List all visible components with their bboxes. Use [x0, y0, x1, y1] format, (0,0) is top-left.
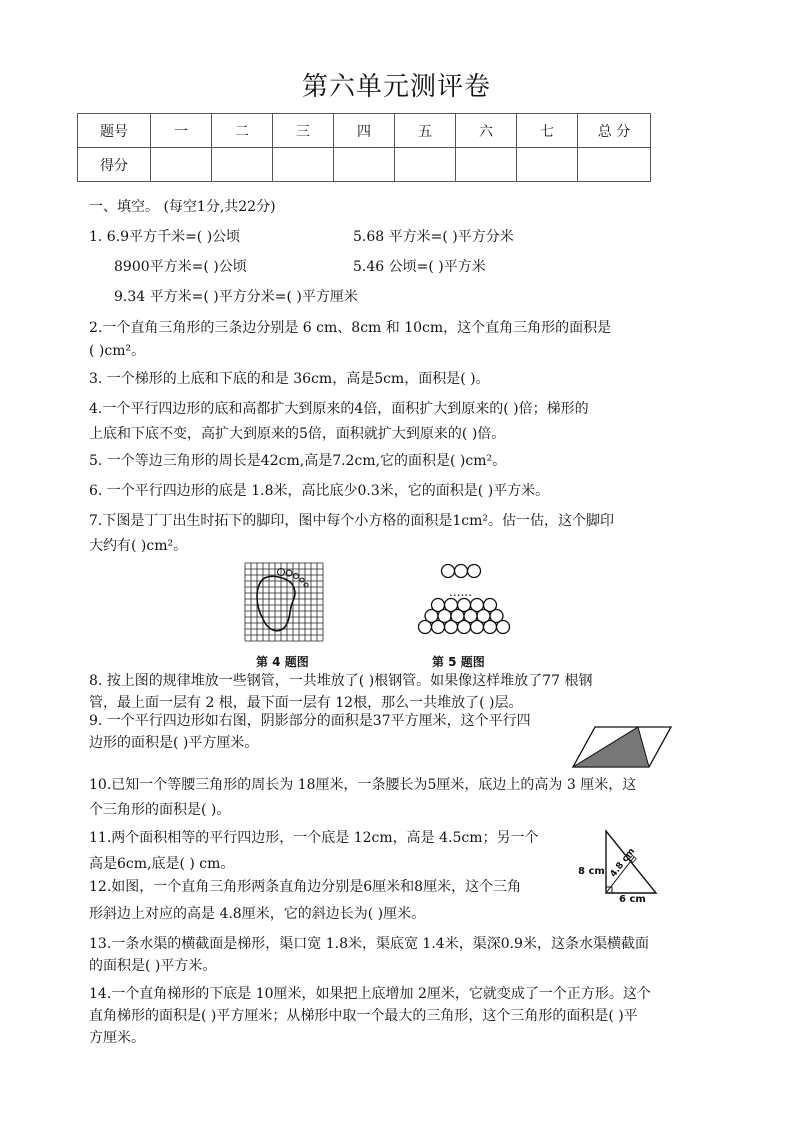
score-table-score-row	[78, 148, 651, 182]
question-12-line2: 形斜边上对应的高是 4.8厘米，它的斜边长为( )厘米。	[89, 906, 426, 922]
pipe	[442, 565, 455, 578]
question-13-line2: 的面积是( )平方米。	[89, 958, 217, 974]
question-8-line2: 管，最上面一层有 2 根，最下面一层有 12根，那么一共堆放了( )层。	[89, 695, 523, 711]
score-header-cell: 题号	[78, 114, 151, 148]
figure-5-caption: 第 5 题图	[432, 655, 485, 669]
question-13-line1: 13.一条水渠的横截面是梯形，渠口宽 1.8米，渠底宽 1.4米，渠深0.9米，这条水渠横截面	[89, 936, 649, 952]
score-header-cell: 七	[517, 114, 578, 148]
question-1c: 8900平方米=( )公顷	[114, 259, 247, 275]
question-11-line1: 11.两个面积相等的平行四边形，一个底是 12cm，高是 4.5cm；另一个	[89, 830, 539, 846]
question-8-line1: 8. 按上图的规律堆放一些钢管，一共堆放了( )根钢管。如果像这样堆放了77 根钢	[89, 673, 593, 689]
question-2-line1: 2.一个直角三角形的三条边分别是 6 cm、8cm 和 10cm，这个直角三角形的面积是	[89, 320, 612, 336]
pipe	[497, 621, 510, 634]
question-1b: 5.68 平方米=( )平方分米	[353, 229, 514, 245]
question-7-line1: 7.下图是丁丁出生时拓下的脚印，图中每个小方格的面积是1cm²。估一估，这个脚印	[89, 513, 614, 529]
score-header-cell: 六	[456, 114, 517, 148]
score-cell[interactable]	[456, 148, 517, 182]
page-title: 第六单元测评卷	[301, 72, 491, 102]
pipe	[484, 621, 497, 634]
question-3: 3. 一个梯形的上底和下底的和是 36cm，高是5cm，面积是( )。	[89, 371, 490, 387]
score-row-label: 得分	[78, 148, 151, 182]
question-1e: 9.34 平方米=( )平方分米=( )平方厘米	[114, 289, 358, 305]
question-11-line2: 高是6cm,底是( ) cm。	[89, 856, 235, 872]
section-heading: 一、填空。 (每空1分,共22分)	[89, 199, 276, 215]
pipe	[458, 621, 471, 634]
question-1a: 1. 6.9平方千米=( )公顷	[89, 229, 241, 245]
triangle-label-6cm: 6 cm	[619, 894, 646, 905]
score-cell[interactable]	[517, 148, 578, 182]
figure-4-caption: 第 4 题图	[256, 655, 309, 669]
pipe	[419, 621, 432, 634]
score-cell[interactable]	[212, 148, 273, 182]
pipes-ellipsis: ......	[449, 585, 472, 599]
score-header-cell: 四	[334, 114, 395, 148]
score-cell[interactable]	[151, 148, 212, 182]
score-header-cell: 三	[273, 114, 334, 148]
parallelogram-figure	[573, 725, 673, 770]
pipe	[432, 621, 445, 634]
question-9-line2: 边形的面积是( )平方厘米。	[89, 735, 259, 751]
question-12-line1: 12.如图，一个直角三角形两条直角边分别是6厘米和8厘米，这个三角	[89, 879, 522, 895]
question-1d: 5.46 公顷=( )平方米	[353, 259, 486, 275]
score-cell[interactable]	[273, 148, 334, 182]
question-14-line3: 方厘米。	[89, 1030, 145, 1046]
score-cell[interactable]	[395, 148, 456, 182]
score-cell[interactable]	[578, 148, 651, 182]
score-table	[77, 113, 651, 182]
pipe	[455, 565, 468, 578]
score-header-cell: 五	[395, 114, 456, 148]
right-triangle-figure	[604, 829, 664, 897]
score-header-cell: 一	[151, 114, 212, 148]
question-5: 5. 一个等边三角形的周长是42cm,高是7.2cm,它的面积是( )cm²。	[89, 453, 507, 469]
triangle-label-height: 4.8 cm	[608, 846, 638, 880]
question-9-line1: 9. 一个平行四边形如右图，阴影部分的面积是37平方厘米，这个平行四	[89, 713, 531, 729]
question-6: 6. 一个平行四边形的底是 1.8米，高比底少0.3米，它的面积是( )平方米。	[89, 483, 550, 499]
score-header-cell: 二	[212, 114, 273, 148]
pipe	[471, 621, 484, 634]
question-14-line1: 14.一个直角梯形的下底是 10厘米，如果把上底增加 2厘米，它就变成了一个正方形。这个	[89, 986, 651, 1002]
triangle-label-8cm: 8 cm	[578, 866, 605, 877]
question-14-line2: 直角梯形的面积是( )平方厘米；从梯形中取一个最大的三角形，这个三角形的面积是( )平	[89, 1008, 638, 1024]
question-4-line2: 上底和下底不变，高扩大到原来的5倍，面积就扩大到原来的( )倍。	[89, 426, 506, 442]
stacked-pipes-figure	[414, 563, 514, 643]
score-cell[interactable]	[334, 148, 395, 182]
score-table-header-row	[78, 114, 651, 148]
pipe	[468, 565, 481, 578]
question-4-line1: 4.一个平行四边形的底和高都扩大到原来的4倍，面积扩大到原来的( )倍；梯形的	[89, 401, 589, 417]
question-10-line2: 个三角形的面积是( )。	[89, 802, 231, 818]
pipe	[445, 621, 458, 634]
question-10-line1: 10.已知一个等腰三角形的周长为 18厘米，一条腰长为5厘米，底边上的高为 3 厘米，这	[89, 777, 637, 793]
question-2-line2: ( )cm²。	[89, 343, 146, 359]
question-7-line2: 大约有( )cm²。	[89, 538, 188, 554]
footprint-grid-figure	[245, 563, 325, 641]
score-header-cell: 总 分	[578, 114, 651, 148]
